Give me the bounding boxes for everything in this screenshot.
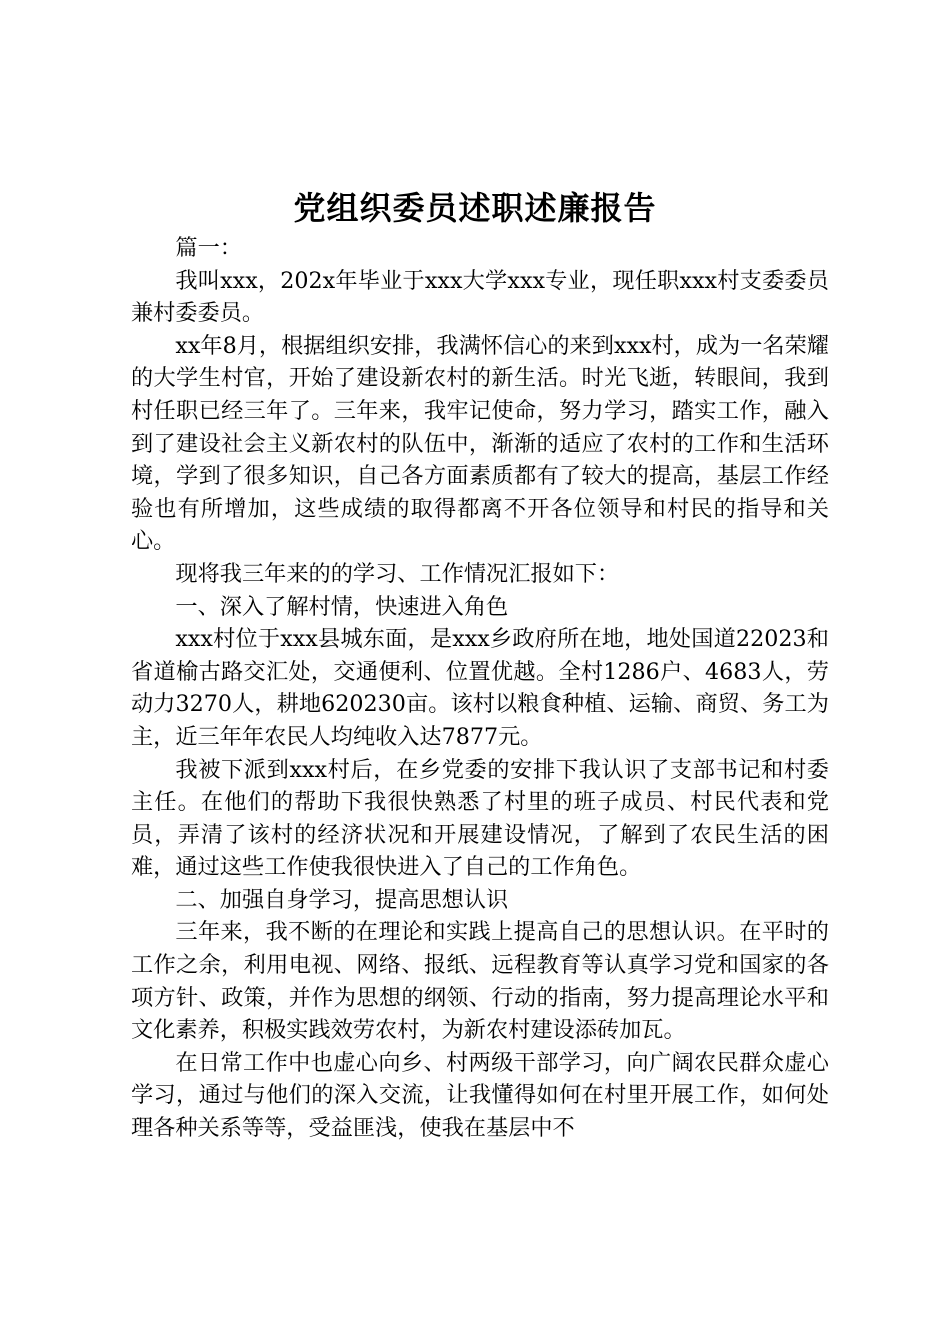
paragraph: 我叫xxx，202x年毕业于xxx大学xxx专业，现任职xxx村支委委员兼村委委员。 <box>131 267 829 327</box>
paragraph: 现将我三年来的的学习、工作情况汇报如下： <box>175 560 620 587</box>
section-heading: 一、深入了解村情，快速进入角色 <box>175 593 509 620</box>
paragraph: 篇一： <box>175 235 242 261</box>
paragraph: 三年来，我不断的在理论和实践上提高自己的思想认识。在平时的工作之余，利用电视、网络、报纸、远程教育等认真学习党和国家的各项方针、政策，并作为思想的纲领、行动的指南，努力提高理论水平和文化素养，积极实践效劳农村，为新农村建设添砖加瓦。 <box>131 919 829 1044</box>
paragraph: xxx村位于xxx县城东面，是xxx乡政府所在地，地处国道22023和省道榆古路交汇处，交通便利、位置优越。全村1286户、4683人，劳动力3270人，耕地620230亩。该村以粮食种植、运输、商贸、务工为主，近三年年农民人均纯收入达7877元。 <box>131 626 829 750</box>
document-body <box>131 232 829 1145</box>
section-heading: 二、加强自身学习，提高思想认识 <box>175 886 509 913</box>
paragraph: 在日常工作中也虚心向乡、村两级干部学习，向广阔农民群众虚心学习，通过与他们的深入交流，让我懂得如何在村里开展工作，如何处理各种关系等等，受益匪浅，使我在基层中不 <box>131 1049 829 1142</box>
paragraph: xx年8月，根据组织安排，我满怀信心的来到xxx村，成为一名荣耀的大学生村官，开始了建设新农村的新生活。时光飞逝，转眼间，我到村任职已经三年了。三年来，我牢记使命，努力学习，踏实工作，融入到了建设社会主义新农村的队伍中，渐渐的适应了农村的工作和生活环境，学到了很多知识，自己各方面素质都有了较大的提高，基层工作经验也有所增加，这些成绩的取得都离不开各位领导和村民的指导和关心。 <box>131 332 829 555</box>
paragraph: 我被下派到xxx村后，在乡党委的安排下我认识了支部书记和村委主任。在他们的帮助下我很快熟悉了村里的班子成员、村民代表和党员，弄清了该村的经济状况和开展建设情况，了解到了农民生活的困难，通过这些工作使我很快进入了自己的工作角色。 <box>131 756 829 881</box>
document-title: 党组织委员述职述廉报告 <box>293 189 657 227</box>
